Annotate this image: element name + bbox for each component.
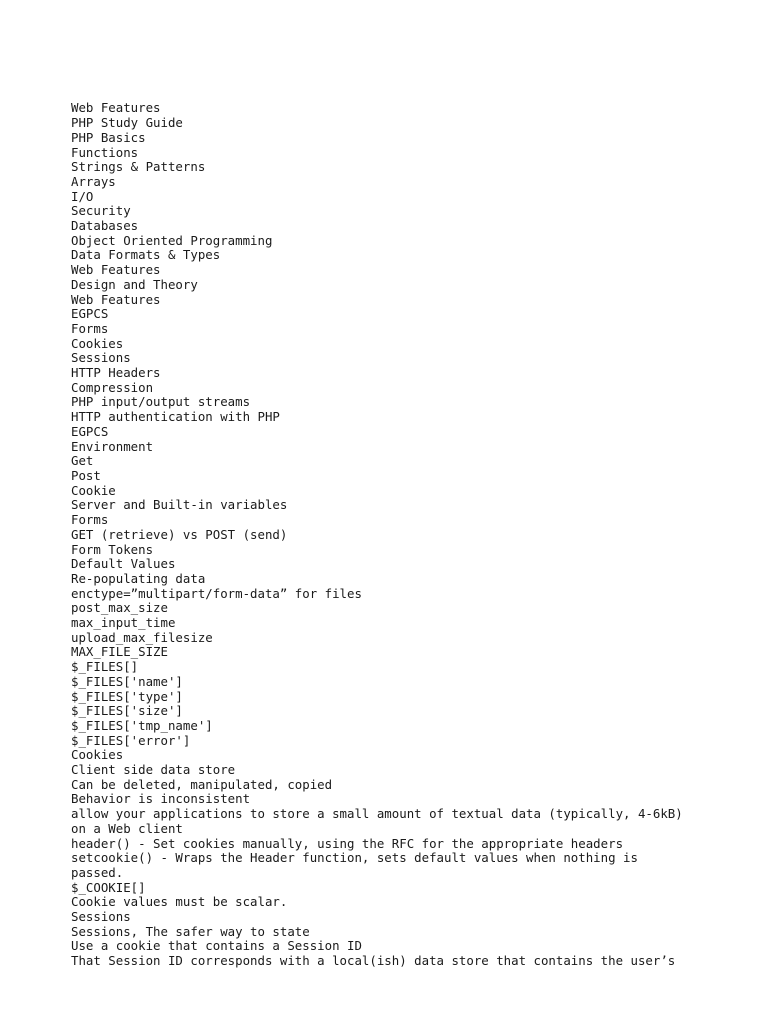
document-line: Functions	[71, 144, 139, 160]
document-line: Sessions	[71, 350, 131, 366]
document-line: $_FILES['name']	[71, 673, 183, 689]
document-line: Can be deleted, manipulated, copied	[71, 776, 333, 792]
document-line: Server and Built-in variables	[71, 497, 288, 513]
document-line: Sessions, The safer way to state	[71, 923, 310, 939]
document-line: enctype=”multipart/form-data” for files	[71, 585, 362, 601]
document-line: PHP Basics	[71, 129, 146, 145]
document-line: I/O	[71, 188, 94, 204]
document-line: EGPCS	[71, 306, 109, 322]
document-line: That Session ID corresponds with a local(ish) data store that contains the user’s	[71, 953, 676, 969]
document-line: Cookies	[71, 747, 124, 763]
document-line: EGPCS	[71, 423, 109, 439]
document-line: GET (retrieve) vs POST (send)	[71, 526, 288, 542]
document-line: Design and Theory	[71, 276, 198, 292]
document-line: Post	[71, 467, 101, 483]
document-line: Re-populating data	[71, 570, 206, 586]
document-line: on a Web client	[71, 820, 183, 836]
document-line: passed.	[71, 864, 124, 880]
document-line: Form Tokens	[71, 541, 154, 557]
document-line: $_COOKIE[]	[71, 879, 146, 895]
document-line: Sessions	[71, 909, 131, 925]
document-line: upload_max_filesize	[71, 629, 213, 645]
document-line: $_FILES['tmp_name']	[71, 717, 213, 733]
document-line: post_max_size	[71, 600, 168, 616]
document-line: Cookies	[71, 335, 124, 351]
document-line: HTTP Headers	[71, 365, 161, 381]
document-line: Behavior is inconsistent	[71, 791, 251, 807]
document-line: Forms	[71, 320, 109, 336]
document-line: $_FILES['size']	[71, 703, 183, 719]
document-line: $_FILES[]	[71, 659, 139, 675]
document-line: Default Values	[71, 556, 176, 572]
document-line: $_FILES['type']	[71, 688, 183, 704]
document-line: Web Features	[71, 100, 161, 116]
document-line: header() - Set cookies manually, using the RFC for the appropriate headers	[71, 835, 624, 851]
document-line: max_input_time	[71, 615, 176, 631]
document-page	[71, 72, 711, 984]
document-line: Client side data store	[71, 762, 236, 778]
document-line: Databases	[71, 218, 139, 234]
document-line: Strings & Patterns	[71, 159, 206, 175]
document-line: setcookie() - Wraps the Header function, sets default values when nothing is	[71, 850, 638, 866]
document-line: Web Features	[71, 262, 161, 278]
document-line: Compression	[71, 379, 154, 395]
document-text	[71, 101, 711, 968]
document-line: Use a cookie that contains a Session ID	[71, 938, 362, 954]
document-line: Web Features	[71, 291, 161, 307]
document-line: allow your applications to store a small amount of textual data (typically, 4-6kB)	[71, 806, 683, 822]
document-line: PHP Study Guide	[71, 115, 183, 131]
document-line: Arrays	[71, 173, 116, 189]
document-line: $_FILES['error']	[71, 732, 191, 748]
document-line: PHP input/output streams	[71, 394, 251, 410]
document-line: MAX_FILE_SIZE	[71, 644, 168, 660]
document-line: Cookie	[71, 482, 116, 498]
document-line: Object Oriented Programming	[71, 232, 273, 248]
document-line: Forms	[71, 512, 109, 528]
document-line: Cookie values must be scalar.	[71, 894, 288, 910]
document-line: Get	[71, 453, 94, 469]
document-line: Security	[71, 203, 131, 219]
document-line: Data Formats & Types	[71, 247, 221, 263]
document-line: Environment	[71, 438, 154, 454]
document-line: HTTP authentication with PHP	[71, 409, 280, 425]
